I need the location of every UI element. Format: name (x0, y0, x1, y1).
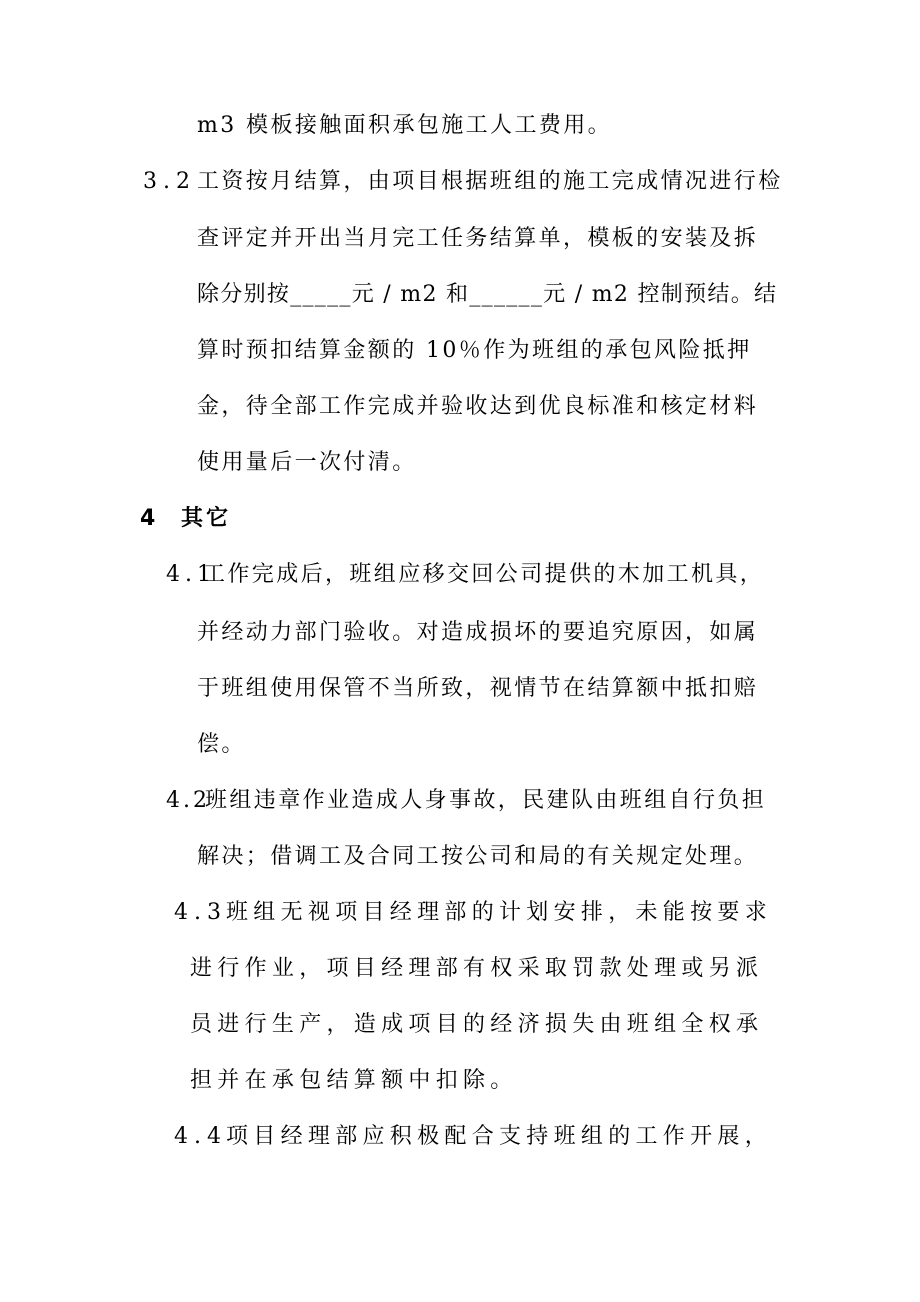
paragraph-line: 除分别按_____元 / m2 和______元 / m2 控制预结。结 (197, 282, 778, 307)
clause-number: 4.3 (174, 900, 227, 925)
paragraph-line: 班组违章作业造成人身事故，民建队由班组自行负担 (205, 788, 767, 813)
clause-number: 4.1 (166, 562, 216, 587)
paragraph-line: 查评定并开出当月完工任务结算单，模板的安装及拆 (197, 226, 759, 251)
paragraph-line: 员进行生产，造成项目的经济损失由班组全权承 (190, 1012, 764, 1037)
paragraph-line: 工资按月结算，由项目根据班组的施工完成情况进行检 (197, 169, 783, 194)
paragraph-line: 进行作业，项目经理部有权采取罚款处理或另派 (190, 956, 764, 981)
paragraph-line: 偿。 (197, 732, 246, 757)
clause-number: 3.2 (143, 169, 196, 194)
paragraph-line: 并经动力部门验收。对造成损坏的要追究原因，如属 (197, 620, 759, 645)
paragraph-line: m3 模板接触面积承包施工人工费用。 (197, 113, 613, 138)
section-heading: 其它 (181, 506, 232, 531)
clause-number: 4.2 (166, 788, 210, 813)
paragraph-line: 项目经理部应积极配合支持班组的工作开展， (226, 1124, 773, 1149)
paragraph-line: 金，待全部工作完成并验收达到优良标准和核定材料 (197, 394, 759, 419)
paragraph-line: 担并在承包结算额中扣除。 (190, 1068, 518, 1093)
section-number: 4 (140, 506, 159, 531)
clause-number: 4.4 (174, 1124, 227, 1149)
paragraph-line: 工作完成后，班组应移交回公司提供的木加工机具， (203, 562, 765, 587)
paragraph-line: 班组无视项目经理部的计划安排，未能按要求 (226, 900, 773, 925)
paragraph-line: 算时预扣结算金额的 10％作为班组的承包风险抵押 (197, 338, 752, 363)
paragraph-line: 解决；借调工及合同工按公司和局的有关规定处理。 (197, 844, 759, 869)
paragraph-line: 使用量后一次付清。 (197, 450, 417, 475)
paragraph-line: 于班组使用保管不当所致，视情节在结算额中抵扣赔 (197, 676, 759, 701)
